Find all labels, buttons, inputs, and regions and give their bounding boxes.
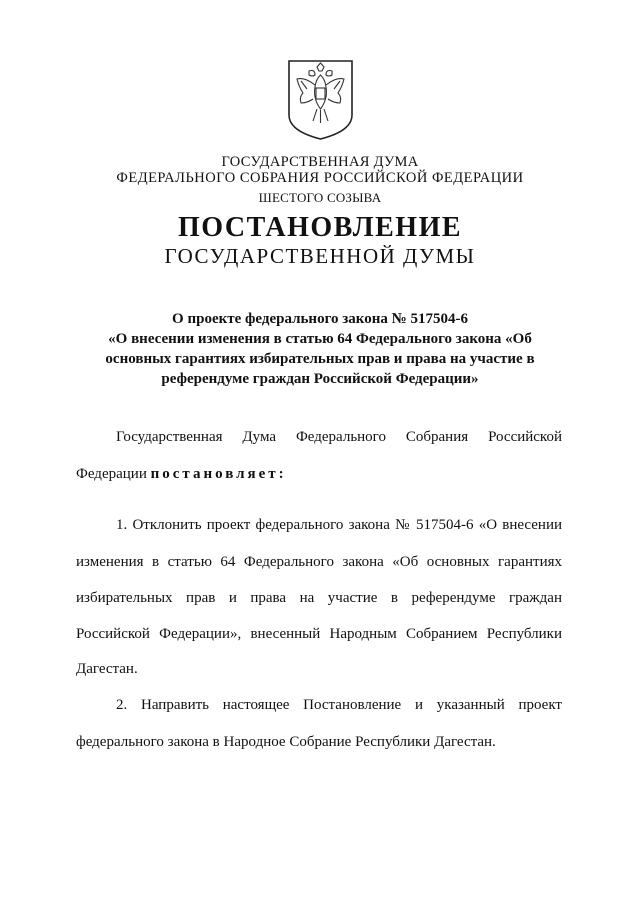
subject-line-2: «О внесении изменения в статью 64 Федерального закона «Об xyxy=(108,331,532,347)
subject-line-1: О проекте федерального закона № 517504-6 xyxy=(172,311,468,327)
org-line-2: ФЕДЕРАЛЬНОГО СОБРАНИЯ РОССИЙСКОЙ ФЕДЕРАЦИИ xyxy=(116,170,524,186)
document-title: ПОСТАНОВЛЕНИЕ xyxy=(177,212,463,243)
convocation-line: ШЕСТОГО СОЗЫВА xyxy=(258,190,382,205)
item1-line-1: 1. Отклонить проект федерального закона № 517504-6 «О внесении xyxy=(116,517,562,533)
item1-line-5: Дагестан. xyxy=(76,661,138,677)
preamble-line-2 xyxy=(76,466,562,483)
preamble-start: Федерации xyxy=(76,466,147,482)
document-subtitle: ГОСУДАРСТВЕННОЙ ДУМЫ xyxy=(164,244,476,268)
item1-line-4: Российской Федерации», внесенный Народным Собранием Республики xyxy=(76,626,562,642)
item1-line-2: изменения в статью 64 Федерального закона «Об основных гарантиях xyxy=(76,554,562,570)
subject-line-4: референдуме граждан Российской Федерации» xyxy=(161,371,479,387)
preamble-emphasis: постановляет: xyxy=(150,466,287,482)
item2-line-2: федерального закона в Народное Собрание Республики Дагестан. xyxy=(76,734,496,750)
item2-line-1: 2. Направить настоящее Постановление и указанный проект xyxy=(116,697,562,713)
coat-of-arms-emblem xyxy=(285,57,356,143)
preamble-line-1: Государственная Дума Федерального Собрания Российской xyxy=(116,429,562,445)
subject-line-3: основных гарантиях избирательных прав и права на участие в xyxy=(105,351,535,367)
subject-block xyxy=(60,309,580,389)
org-line-1: ГОСУДАРСТВЕННАЯ ДУМА xyxy=(221,154,419,170)
item1-line-3: избирательных прав и права на участие в референдуме граждан xyxy=(76,590,562,606)
